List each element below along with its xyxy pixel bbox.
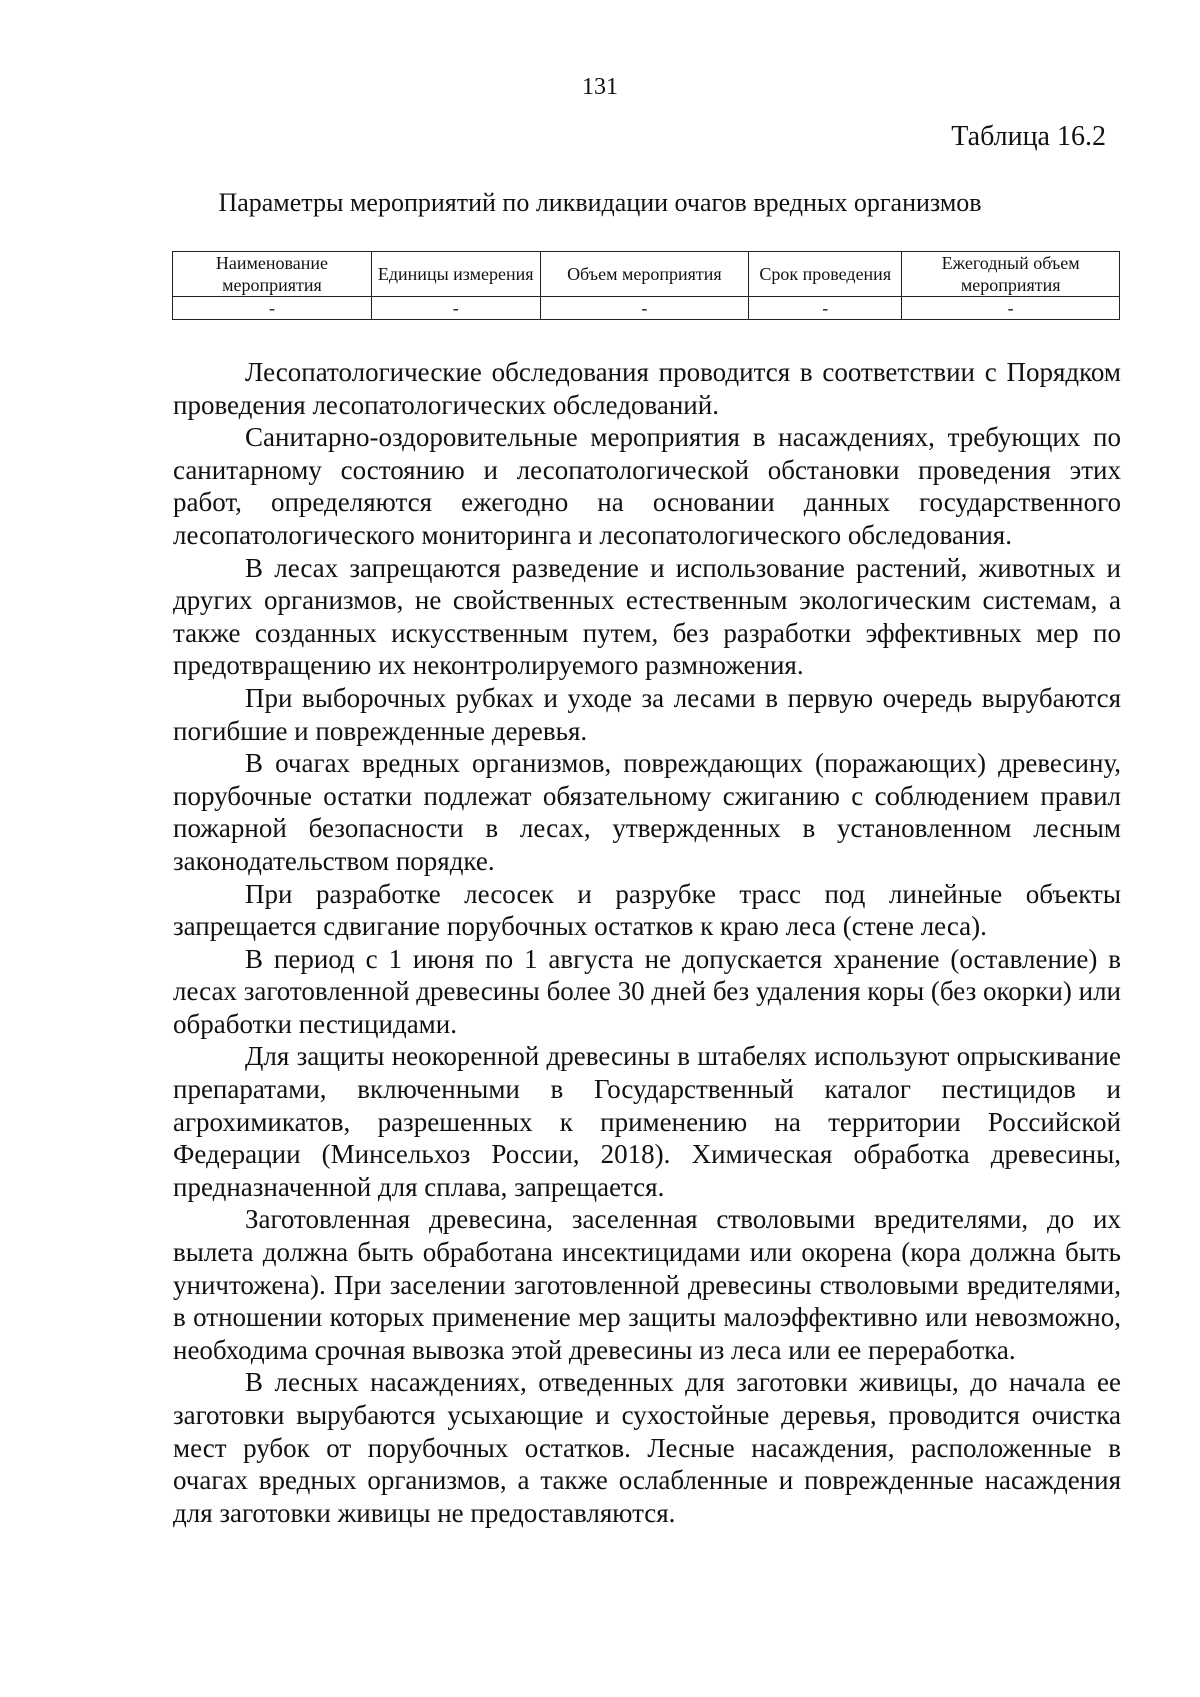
paragraph: Заготовленная древесина, заселенная стволовыми вредителями, до их вылета должна быть обработана инсектицидами или окорена (кора должна быть уничтожена). При заселении заготовленной древесины стволовыми вредителями, в отношении которых применение мер защиты малоэффективно или невозможно, необходима срочная вывозка этой древесины из леса или ее переработка. [173,1204,1121,1365]
parameters-table [172,251,1120,320]
table-row [173,297,1120,320]
paragraph: Для защиты неокоренной древесины в штабелях используют опрыскивание препаратами, включенными в Государственный каталог пестицидов и агрохимикатов, разрешенных к применению на территории Российской Федерации (Минсельхоз России, 2018). Химическая обработка древесины, предназначенной для сплава, запрещается. [173,1041,1121,1202]
paragraph: Санитарно-оздоровительные мероприятия в насаждениях, требующих по санитарному состоянию и лесопатологической обстановки проведения этих работ, определяются ежегодно на основании данных государственного лесопатологического мониторинга и лесопатологического обследования. [173,422,1121,550]
body-text [173,356,1121,1529]
paragraph: Лесопатологические обследования проводится в соответствии с Порядком проведения лесопатологических обследований. [173,357,1121,420]
header-cell-volume: Объем мероприятия [540,252,749,297]
page-number: 131 [582,74,618,100]
table-cell: - [371,297,540,320]
header-cell-annual-volume: Ежегодный объем мероприятия [902,252,1120,297]
document-title: Параметры мероприятий по ликвидации очагов вредных организмов [218,188,982,217]
table-cell: - [540,297,749,320]
header-cell-unit: Единицы измерения [371,252,540,297]
table-cell: - [173,297,372,320]
paragraph: В очагах вредных организмов, повреждающих (поражающих) древесину, порубочные остатки подлежат обязательному сжиганию с соблюдением правил пожарной безопасности в лесах, утвержденных в установленном лесным законодательством порядке. [173,748,1121,876]
table-cell: - [902,297,1120,320]
header-cell-term: Срок проведения [749,252,902,297]
table-header-row [173,252,1120,297]
header-cell-name: Наименование мероприятия [173,252,372,297]
paragraph: В лесах запрещаются разведение и использование растений, животных и других организмов, не свойственных естественным экологическим системам, а также созданных искусственным путем, без разработки эффективных мер по предотвращению их неконтролируемого размножения. [173,552,1121,681]
paragraph: В лесных насаждениях, отведенных для заготовки живицы, до начала ее заготовки вырубаются усыхающие и сухостойные деревья, проводится очистка мест рубок от порубочных остатков. Лесные насаждения, расположенные в очагах вредных организмов, а также ослабленные и поврежденные насаждения для заготовки живицы не предоставляются. [173,1367,1121,1528]
paragraph: При выборочных рубках и уходе за лесами в первую очередь вырубаются погибшие и поврежденные деревья. [173,682,1121,746]
table-cell: - [749,297,902,320]
paragraph: При разработке лесосек и разрубке трасс под линейные объекты запрещается сдвигание порубочных остатков к краю леса (стене леса). [173,878,1121,942]
paragraph: В период с 1 июня по 1 августа не допускается хранение (оставление) в лесах заготовленной древесины более 30 дней без удаления коры (без окорки) или обработки пестицидами. [173,943,1121,1039]
table-caption: Таблица 16.2 [951,121,1106,152]
